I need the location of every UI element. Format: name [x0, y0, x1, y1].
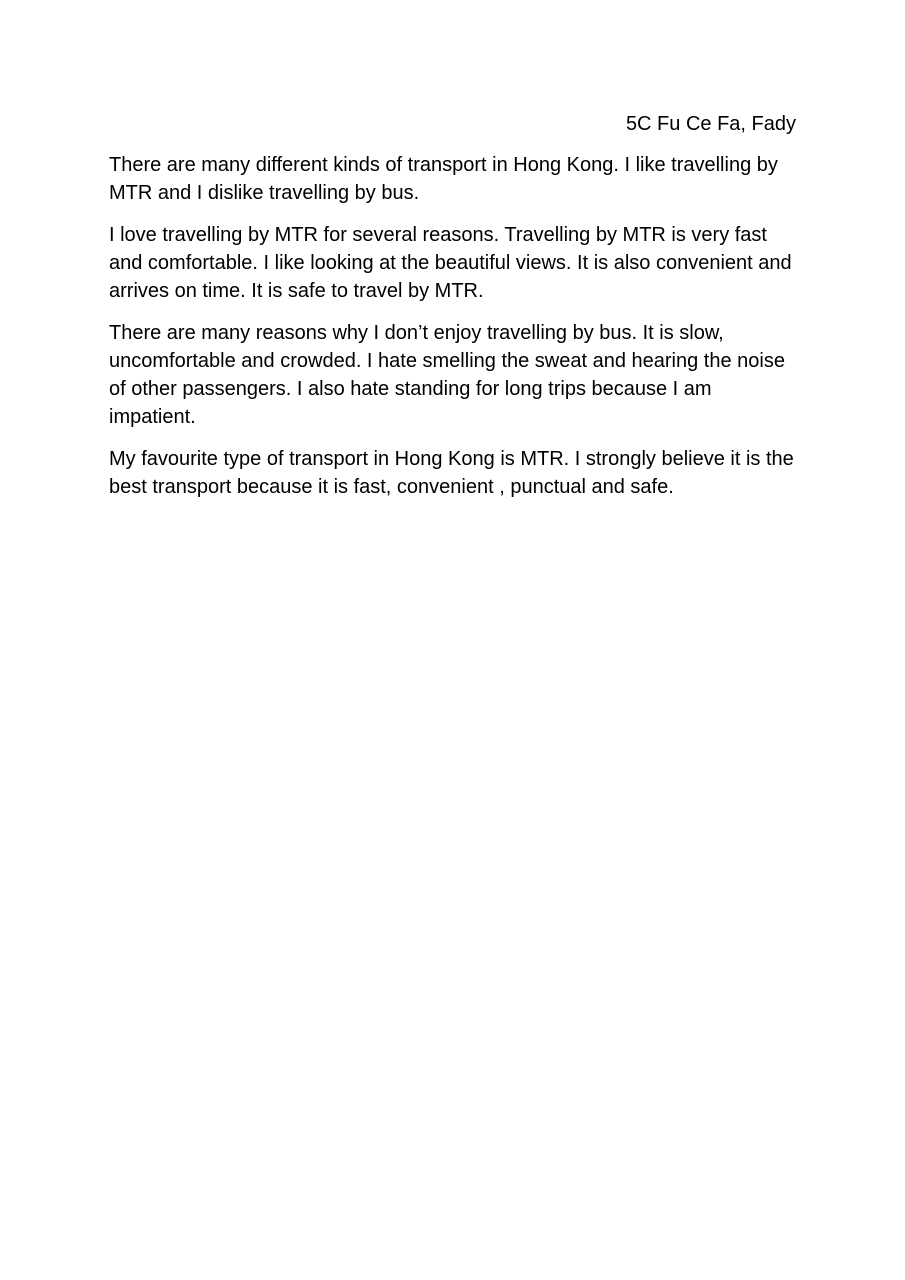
paragraph-conclusion: My favourite type of transport in Hong Kong is MTR. I strongly believe it is the best transport because it is fast, convenient , punctual and safe.: [109, 448, 794, 498]
paragraph-mtr: I love travelling by MTR for several reasons. Travelling by MTR is very fast and comfortable. I like looking at the beautiful views. It is also convenient and arrives on time. It is safe to travel by MTR.: [109, 224, 792, 302]
author-line: 5C Fu Ce Fa, Fady: [625, 113, 796, 135]
paragraph-intro: There are many different kinds of transport in Hong Kong. I like travelling by MTR and I dislike travelling by bus.: [109, 154, 778, 204]
paragraph-bus: There are many reasons why I don’t enjoy travelling by bus. It is slow, uncomfortable and crowded. I hate smelling the sweat and hearing the noise of other passengers. I also hate standing for long trips because I am impatient.: [109, 322, 785, 428]
essay-body: [109, 151, 799, 515]
